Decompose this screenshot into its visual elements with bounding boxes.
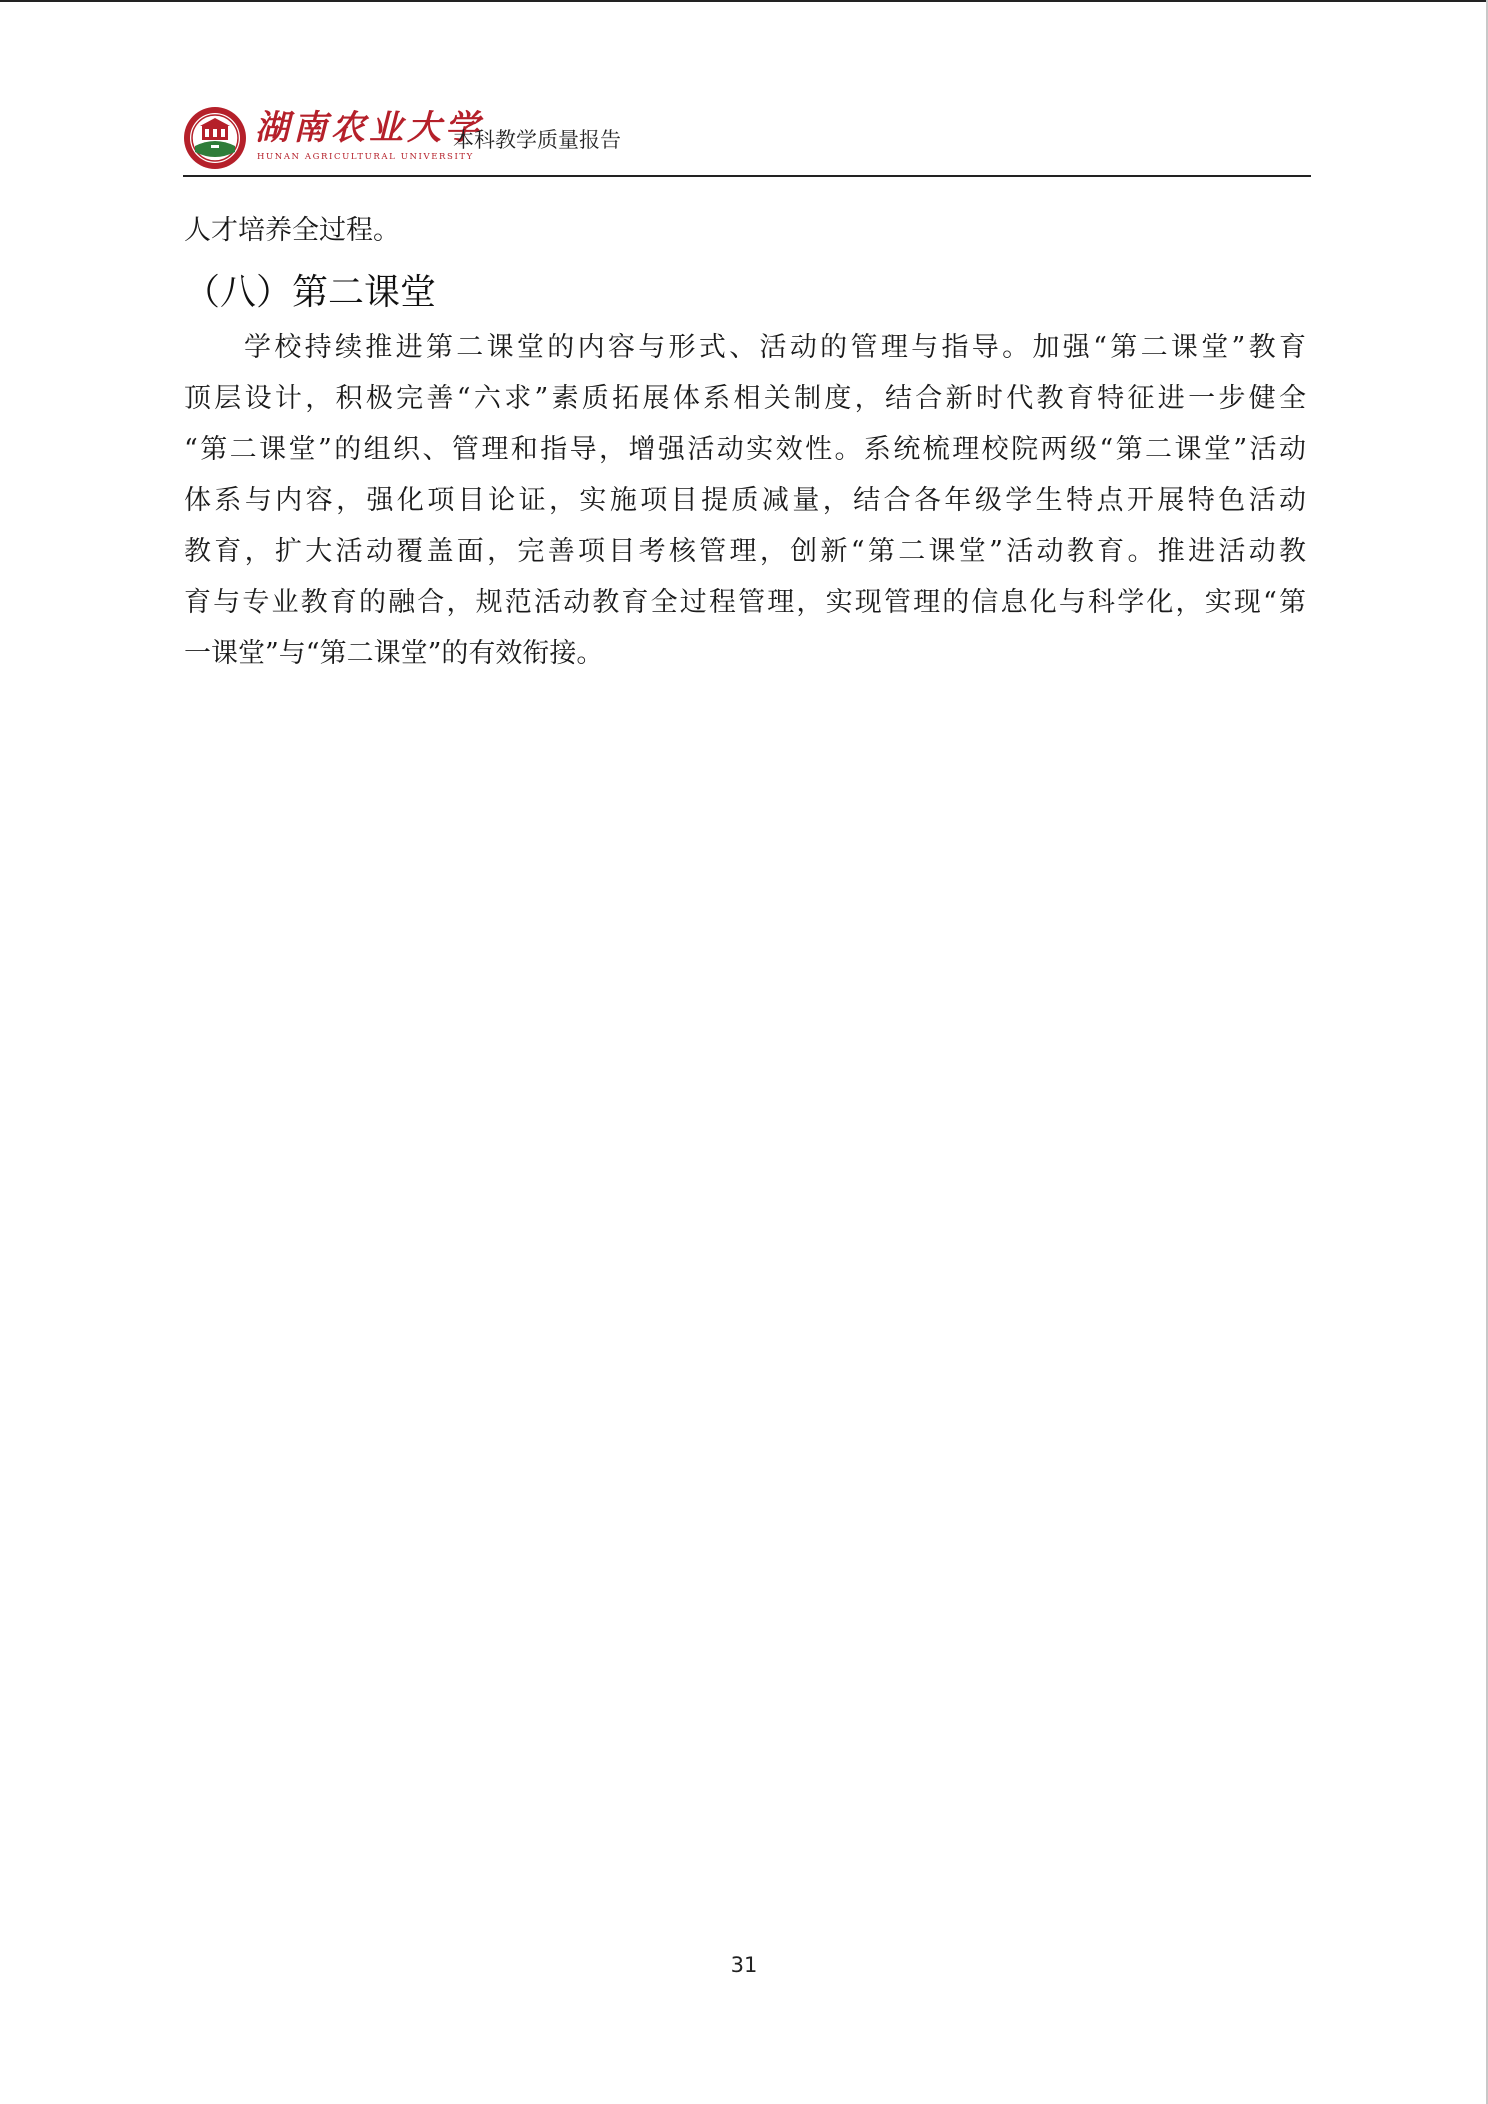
report-title: 本科教学质量报告 [453, 128, 621, 152]
body-paragraph [184, 322, 1306, 679]
page-top-border [0, 0, 1488, 2]
page-content [184, 205, 1306, 679]
university-seal-icon [183, 106, 247, 170]
paragraph-line: 顶层设计，积极完善“六求”素质拓展体系相关制度，结合新时代教育特征进一步健全 [184, 383, 1306, 414]
header-divider [183, 175, 1311, 177]
university-name-en: HUNAN AGRICULTURAL UNIVERSITY [257, 152, 474, 162]
page-header [183, 104, 1311, 174]
page-number: 31 [730, 1953, 758, 1977]
paragraph-line: 教育，扩大活动覆盖面，完善项目考核管理，创新“第二课堂”活动教育。推进活动教 [184, 536, 1306, 567]
section-heading: （八）第二课堂 [184, 272, 437, 313]
paragraph-line: “第二课堂”的组织、管理和指导，增强活动实效性。系统梳理校院两级“第二课堂”活动 [184, 434, 1306, 465]
university-name-cn: 湖南农业大学 [255, 108, 483, 148]
continuation-text: 人才培养全过程。 [184, 215, 400, 246]
paragraph-line: 一课堂”与“第二课堂”的有效衔接。 [184, 638, 604, 669]
paragraph-line: 育与专业教育的融合，规范活动教育全过程管理，实现管理的信息化与科学化，实现“第 [184, 587, 1306, 618]
paragraph-line: 学校持续推进第二课堂的内容与形式、活动的管理与指导。加强“第二课堂”教育 [244, 332, 1306, 363]
paragraph-line: 体系与内容，强化项目论证，实施项目提质减量，结合各年级学生特点开展特色活动 [184, 485, 1306, 516]
